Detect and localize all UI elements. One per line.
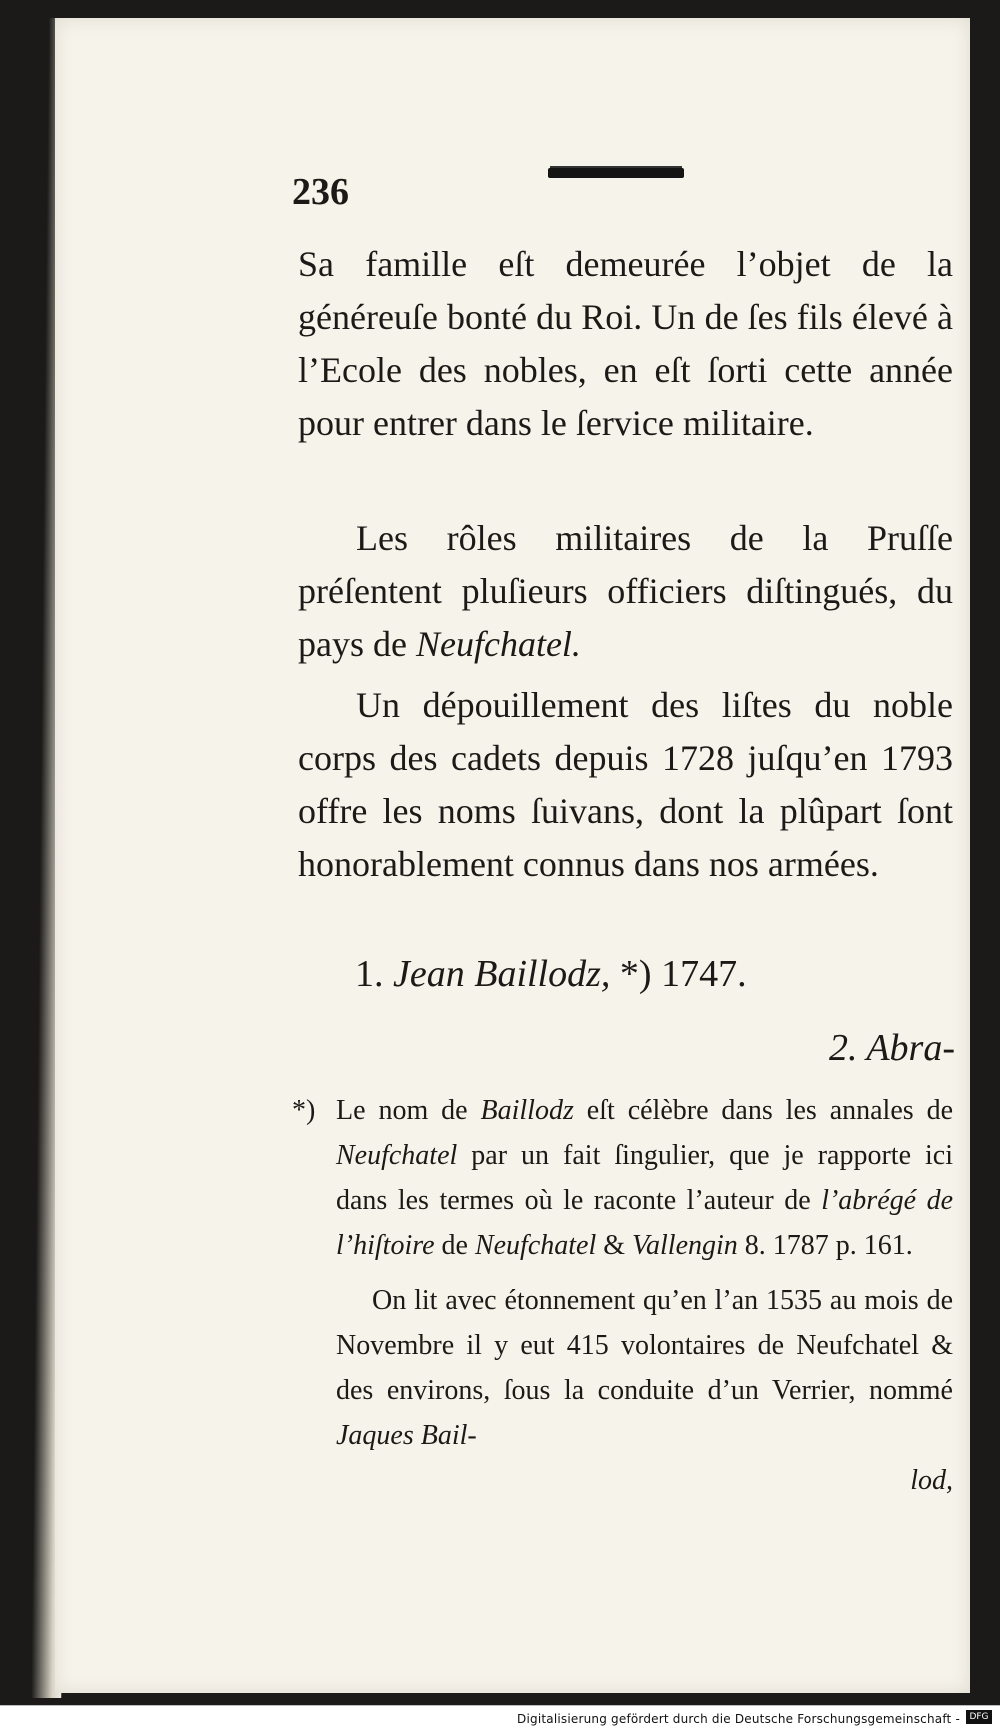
paragraph-1-text: Sa famille eſt demeurée l’objet de la généreuſe bonté du Roi. Un de ſes fils élevé à l’Ecole des nobles, en eſt ſorti cette année pour entrer dans le ſervice militaire. <box>298 244 953 443</box>
footnote-text-4: de <box>441 1230 468 1261</box>
footer-credit: Digitalisierung gefördert durch die Deutsche Forschungsgemeinschaft - <box>517 1712 960 1726</box>
footnote-paragraph-1 <box>292 1088 953 1268</box>
paragraph-2-text <box>298 512 953 671</box>
page-number: 236 <box>292 171 349 213</box>
paragraph-3 <box>298 679 953 891</box>
dfg-logo: DFG <box>966 1710 992 1724</box>
footnote-citation: 8. 1787 p. 161. <box>744 1230 913 1261</box>
footnote-place-3: Vallengin <box>632 1230 738 1261</box>
paragraph-1 <box>298 238 953 450</box>
list-item-name: Jean Baillodz, <box>393 953 611 995</box>
footnote-text-2: eſt célèbre dans les annales de <box>586 1095 953 1126</box>
list-item-note-ref: *) <box>619 953 652 995</box>
footnote-marker: *) <box>292 1095 316 1126</box>
footnote-place-1: Neufchatel <box>336 1140 458 1171</box>
list-item-number: 1. <box>355 953 384 995</box>
footnote-paragraph-2 <box>336 1278 953 1458</box>
footnote <box>292 1088 953 1503</box>
footnote-text-5: & <box>603 1230 626 1261</box>
footnote-book-title: l’abrégé de l’hiſtoire <box>336 1185 953 1261</box>
list-item-1 <box>355 952 747 996</box>
footnote-text-1: Le nom de <box>336 1095 468 1126</box>
paragraph-2-body: Les rôles militaires de la Pruſſe préſentent pluſieurs officiers diſtingués, du pays de <box>298 518 953 664</box>
paragraph-3-text: Un dépouillement des liſtes du noble corps des cadets depuis 1728 juſqu’en 1793 offre les noms ſuivans, dont la plûpart ſont honorablement connus dans nos armées. <box>298 685 953 884</box>
catchword: 2. Abra- <box>829 1027 955 1069</box>
footnote-name: Baillodz <box>480 1095 574 1126</box>
paragraph-2 <box>298 512 953 671</box>
list-item-year: 1747. <box>661 953 747 995</box>
footnote-text-3: par un fait ſingulier, que je rapporte ici dans les termes où le raconte l’auteur de <box>336 1140 953 1216</box>
footnote-para2-name: Jaques Bail- <box>336 1420 477 1451</box>
footnote-place-2: Neufchatel <box>474 1230 597 1261</box>
paragraph-2-place: Neufchatel. <box>415 624 581 664</box>
header-ornament <box>548 168 684 178</box>
footnote-last-line: lod, <box>910 1465 953 1496</box>
footnote-para2-text: On lit avec étonnement qu’en l’an 1535 au mois de Novembre il y eut 415 volontaires de Neufchatel & des environs, ſous la conduite d’un Verrier, nommé <box>336 1285 953 1406</box>
